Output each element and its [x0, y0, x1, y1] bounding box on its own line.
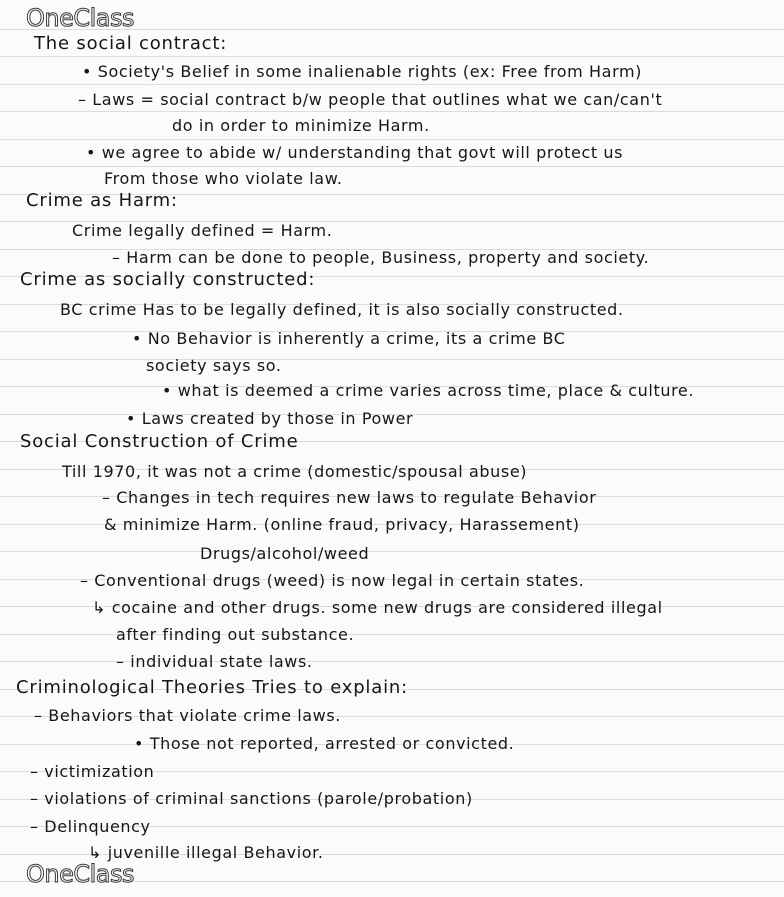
note-line: – Changes in tech requires new laws to regulate Behavior [102, 488, 597, 507]
note-line: after finding out substance. [116, 625, 355, 644]
note-line: – Laws = social contract b/w people that outlines what we can/can't [78, 90, 663, 109]
ruled-line [0, 139, 784, 140]
note-line: Crime legally defined = Harm. [72, 221, 333, 240]
note-line: ↳ cocaine and other drugs. some new drugs are considered illegal [92, 598, 663, 617]
note-line: ↳ juvenille illegal Behavior. [88, 843, 324, 862]
oneclass-logo-top: OneClass [26, 4, 135, 32]
note-line: • we agree to abide w/ understanding that govt will protect us [86, 143, 624, 162]
oneclass-logo-bottom: OneClass [26, 860, 135, 888]
note-line: – Harm can be done to people, Business, property and society. [112, 248, 650, 267]
note-line: – Delinquency [30, 817, 151, 836]
note-line: • Those not reported, arrested or convicted. [134, 734, 515, 753]
note-line: society says so. [146, 356, 282, 375]
ruled-line [0, 166, 784, 167]
note-heading-socially-constructed: Crime as socially constructed: [20, 269, 316, 290]
note-line: – Conventional drugs (weed) is now legal in certain states. [80, 571, 585, 590]
note-heading-crime-as-harm: Crime as Harm: [26, 190, 178, 211]
note-line: do in order to minimize Harm. [172, 116, 430, 135]
note-line: BC crime Has to be legally defined, it is also socially constructed. [60, 300, 624, 319]
note-line: – Behaviors that violate crime laws. [34, 706, 341, 725]
note-line: • what is deemed a crime varies across time, place & culture. [162, 381, 695, 400]
note-line: • No Behavior is inherently a crime, its a crime BC [132, 329, 566, 348]
ruled-line [0, 84, 784, 85]
note-line: & minimize Harm. (online fraud, privacy, Harassement) [104, 515, 580, 534]
ruled-line [0, 359, 784, 360]
ruled-line [0, 111, 784, 112]
note-heading-social-construction-of-crime: Social Construction of Crime [20, 431, 299, 452]
note-heading-social-contract: The social contract: [34, 33, 228, 54]
note-line: – victimization [30, 762, 155, 781]
ruled-line [0, 551, 784, 552]
note-heading-criminological-theories: Criminological Theories Tries to explain: [16, 677, 408, 698]
note-line: • Society's Belief in some inalienable rights (ex: Free from Harm) [82, 62, 642, 81]
note-line: • Laws created by those in Power [126, 409, 414, 428]
note-line: From those who violate law. [104, 169, 343, 188]
note-line: – individual state laws. [116, 652, 313, 671]
ruled-line [0, 56, 784, 57]
note-line: Drugs/alcohol/weed [200, 544, 370, 563]
note-line: Till 1970, it was not a crime (domestic/spousal abuse) [62, 462, 528, 481]
note-line: – violations of criminal sanctions (parole/probation) [30, 789, 473, 808]
